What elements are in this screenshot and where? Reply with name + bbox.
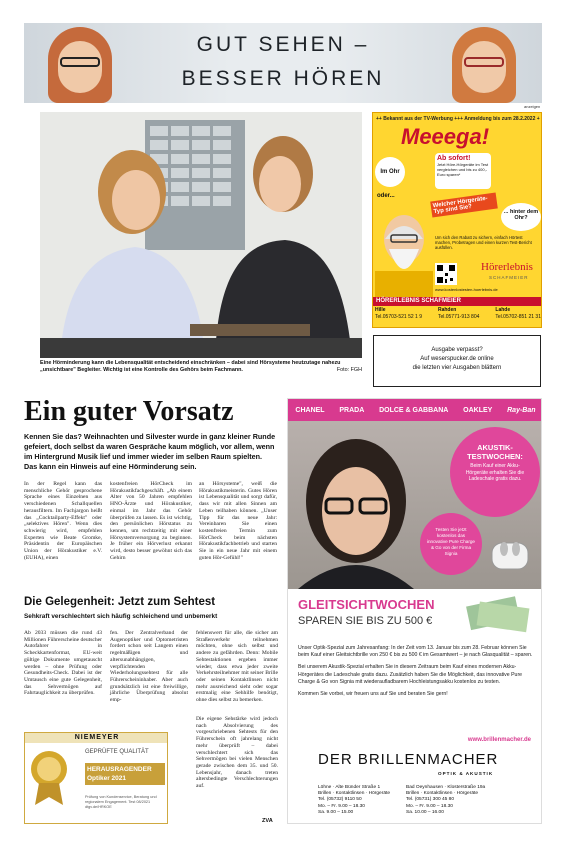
brillenmacher-logo: DER BRILLENMACHER — [318, 751, 499, 768]
brillenmacher-body — [298, 645, 534, 698]
header-banner — [24, 23, 542, 103]
article2-credit: ZVA — [262, 818, 273, 824]
shop-tel: Tel.05702-851 21 31 — [495, 314, 541, 320]
quality-seal — [24, 732, 168, 824]
seal-note: Prüfung von Kundenservice, Beratung und regionalem Engagement. Test 08/2021 dtgv.de/HRKOE — [85, 795, 157, 809]
article-column-2: kostenfreien HörCheck im Hörakustikfachgeschäft. „Ab einem Alter von 50 Jahren empfehlen HNO-Ärzte und Hörakustiker, einmal im Jahr das Gehör überprüfen zu lassen. Es ist wichtig, den persönlichen Hörstatus zu kennen, um rechtzeitig mit einer Hörsystemversorgung zu beginnen. Je früher ein Hörverlust erkannt wird, desto besser gewöhnt sich das Gehirn — [110, 481, 192, 561]
banner-title-line1: GUT SEHEN – — [196, 33, 370, 56]
brand-rayban: Ray-Ban — [507, 406, 536, 414]
seal-award-line1: HERAUSRAGENDER — [87, 766, 152, 773]
ausgabe-line1: Ausgabe verpasst? — [431, 347, 483, 353]
device-type-question: Welcher Hörgeräte-Typ sind Sie? — [430, 192, 498, 217]
signia-badge: Testen Sie jetzt kostenlos das innovative Pure Charge & Go von der Firma Signia — [420, 513, 482, 575]
brand-dolce-gabbana: DOLCE & GABBANA — [379, 406, 449, 414]
meeega-web: www.kostenlostesten-hoerlebnis.de — [435, 287, 498, 292]
qr-code-icon — [435, 263, 457, 285]
article-lead: Kennen Sie das? Weihnachten und Silvester wurde in ganz kleiner Runde gefeiert, doch selbst da waren Gespräche kaum möglich, vor allem, wenn im Hintergrund Musik lief und immer wieder im selben Raum spielten. Das kann ein Hinweis auf eine Hörminderung sein. — [24, 432, 276, 471]
meeega-body: Um sich den Rabatt zu sichern, einfach Hörtest machen, Probetragen und einen kurzen Test-Bericht ausfüllen. — [435, 235, 532, 251]
article2-column-2: fen. Der Zentralverband der Augenoptiker und Optometristen fordert schon seit Langem einen regelmäßigen und altersunabhängigen, verpflichtenden Wiederholungssehtest für alle Führerscheininhaber. Aber auch grundsätzlich ist eine freiwillige, jährliche Überprüfung absolut emp- — [110, 630, 188, 704]
shop-tel: Tel.05703-521 52 1 9 — [375, 314, 422, 320]
hoerlebnis-logo: Hörerlebnis — [481, 261, 533, 273]
shop-addresses — [318, 785, 536, 816]
banner-title-line2: BESSER HÖREN — [181, 67, 385, 90]
akustik-title: AKUSTIK-TESTWOCHEN: — [467, 443, 523, 461]
ausgabe-box[interactable] — [373, 335, 541, 387]
optik-spezial-paragraph: Unser Optik-Spezial zum Jahresanfang: In der Zeit vom 13. Januar bis zum 28. Februar können Sie beim Kauf einer Gleitsichtbrille von 250 € bis zu 500 € im Gesamtwert – je nach Glasqualität – sparen. — [298, 645, 533, 659]
shop-tel: Tel.05771-913 804 — [437, 314, 480, 320]
shop-bad-oeynhausen — [406, 785, 485, 816]
brillenmacher-logo-sub: OPTIK & AKUSTIK — [438, 771, 494, 776]
photo-illustration — [40, 112, 362, 358]
brillenmacher-website[interactable]: www.brillenmacher.de — [467, 737, 531, 743]
schafmeier-logo: SCHAFMEIER — [489, 275, 529, 280]
meeega-header: ++ Bekannt aus der TV-Werbung +++ Anmeldung bis zum 28.2.2022 + — [376, 116, 540, 122]
akustik-text: Beim Kauf einer Akku-Hörgeräte erhalten Sie die Ladeschale gratis dazu. — [465, 463, 525, 482]
brand-prada: PRADA — [339, 406, 365, 414]
shop-hours-saturday: Sa. 10.00 – 16.00 — [406, 809, 444, 815]
meeega-man-image — [375, 209, 433, 299]
seal-brand: NIEMEYER — [25, 733, 168, 743]
akustik-spezial-paragraph: Bei unserem Akustik-Spezial erhalten Sie in diesem Zeitraum beim Kauf eines modernen Akku-Hörgerätes die Ladeschale gratis dazu. Zusätzlich haben Sie die Möglichkeit, das innovative Pure Charge & Go von Signia mit wiederaufladbarem Hochleistungsakku kostenlos zu testen. — [298, 664, 523, 685]
seal-medal-icon — [29, 747, 69, 807]
meeega-ad — [372, 112, 542, 328]
shop-services: Brillen · Kontaktlinsen · Hörgeräte — [318, 791, 390, 797]
model-photo — [288, 421, 542, 589]
shop-hours-weekday: Mo. – Fr. 9.00 – 18.30 — [318, 803, 365, 809]
meeega-company-bar: HÖRERLEBNIS SCHAFMEIER — [373, 297, 542, 306]
ab-sofort-box — [435, 153, 491, 189]
gleitsicht-section — [288, 589, 542, 639]
brand-bar — [288, 399, 542, 421]
article-column-1: In der Regel kann das menschliche Gehör gesprochene Sprache eines Einzelnen aus verschiedenen Schallquellen herausfiltern. Im Fachjargon heißt das „Cocktailparty-Effekt" oder „selektives Hören". Wenn dies schwierig wird, empfehlen Experten wie Beate Gromke, Präsidentin der Europäischen Union der Hörakustiker e.V. (EUHA), einen — [24, 481, 102, 561]
photo-caption-text: Eine Hörminderung kann die Lebensqualität entscheidend einschränken – dabei sind Hörsysteme heutzutage nahezu „unsichtbare" Begleiter. Wichtig ist eine Kontrolle des Gehörs beim Fachmann. — [40, 360, 341, 373]
shop-city: Hille — [375, 307, 386, 313]
seal-quality: GEPRÜFTE QUALITÄT — [85, 749, 149, 755]
photo-caption — [40, 360, 362, 374]
shop-address: Löhne · Alte Bünder Straße 1 — [318, 785, 381, 790]
brillenmacher-ad — [287, 398, 542, 824]
seal-award-line2: Optiker 2021 — [87, 775, 127, 782]
hearing-photo — [40, 112, 362, 358]
shop-hours-weekday: Mo. – Fr. 9.00 – 18.30 — [406, 803, 453, 809]
banknotes-icon — [464, 591, 534, 633]
photo-credit: Foto: FGH — [336, 367, 362, 373]
shop-hille — [375, 307, 422, 321]
article2-subheadline: Sehkraft verschlechtert sich häufig schleichend und unbemerkt — [24, 613, 218, 620]
shop-city: Lahde — [495, 307, 511, 313]
ausgabe-line3: die letzten vier Ausgaben blättern — [412, 365, 502, 371]
in-ear-label: Im Ohr — [375, 157, 405, 187]
meeega-title: Meeega! — [401, 124, 490, 149]
oder-label: oder... — [377, 193, 395, 199]
shop-loehne — [318, 785, 390, 816]
article2-column-1: Ab 2033 müssen die rund 43 Millionen Führerscheine deutscher Autofahrer in Scheckkartenformat, EU-weit gültige Dokumente umgetauscht werden – ohne Prüfung oder Gesundheits-Check. Dabei ist der Umtausch eine gute Gelegenheit, das Sehvermögen auf Fahrtauglichkeit zu überprüfen. — [24, 630, 102, 697]
shop-lahde — [495, 307, 541, 321]
article2-column-4: Die eigene Sehstärke wird jedoch nach Absolvierung des vorgeschriebenen Sehtests für den Führerschein oft jahrelang nicht mehr überprüft – dabei verschlechtert sich das Sehvermögen bei vielen Menschen gerade zwischen dem 35. und 50. Lebensjahr, danach treten altersbedingte Verschlechterungen auf. — [196, 716, 278, 790]
behind-ear-label: ... hinter dem Ohr? — [501, 203, 541, 231]
brand-oakley: OAKLEY — [463, 406, 493, 414]
shop-rahden — [438, 307, 479, 321]
banner-corner-label: anzeigen — [524, 104, 541, 109]
shop-phone: Tel. (05732) 9110 50 — [318, 797, 362, 803]
article-headline: Ein guter Vorsatz — [24, 396, 234, 427]
shop-services: Brillen · Kontaktlinsen · Hörgeräte — [406, 791, 478, 797]
meeega-shops — [373, 307, 542, 321]
ausgabe-line2[interactable]: Auf weserspucker.de online — [420, 356, 494, 362]
akustik-badge — [450, 427, 540, 517]
invite-paragraph: Kommen Sie vorbei, wir freuen uns auf Sie und beraten Sie gern! — [298, 691, 448, 698]
shop-address: Bad Oeynhausen · Klosterstraße 19a — [406, 785, 486, 790]
article2-headline: Die Gelegenheit: Jetzt zum Sehtest — [24, 596, 216, 608]
shop-phone: Tel. (05731) 300 45 80 — [406, 797, 455, 803]
brand-chanel: CHANEL — [295, 406, 325, 414]
article2-column-3: fehlenswert für alle, die sicher am Straßenverkehr teilnehmen möchten, ohne sich selbst und andere zu gefährden. Denn: Mobile Sehtestaktionen ergeben immer wieder, dass etwa jeder zweite Verkehrsteilnehmer mit seiner Brille oder seinen Kontaktlinsen nicht mehr ausreichend sieht oder sogar erstmalig eine Sehhilfe benötigt, ohne dies selbst zu bemerken. — [196, 630, 278, 704]
gleitsicht-savings: SPAREN SIE BIS ZU 500 € — [298, 615, 433, 627]
seal-award — [85, 763, 165, 785]
charger-device-icon — [488, 533, 532, 573]
shop-hours-saturday: Sa. 9.00 – 15.00 — [318, 809, 354, 815]
article-column-3: an Hörsysteme", weiß die Hörakustikmeisterin. Gutes Hören ist Lebensqualität und sorgt dafür, dass wir mit allen Sinnen am Leben teilhaben können. „Unser Tipp für das neue Jahr: Vereinbaren Sie einen kostenfreien Termin zum HörCheck beim nächsten Hörakustikfachbetrieb und starten Sie in ein neue Jahr mit einem guten Hör-Gefühl!" — [199, 481, 277, 561]
ab-sofort-text: Jetzt Höre-Hörgeräte im Test vergleichen und bis zu 400,- Euro sparen* — [437, 162, 489, 177]
ab-sofort-label: Ab sofort! — [437, 155, 471, 162]
gleitsicht-title: GLEITSICHTWOCHEN — [298, 597, 435, 612]
shop-city: Rahden — [437, 307, 457, 313]
